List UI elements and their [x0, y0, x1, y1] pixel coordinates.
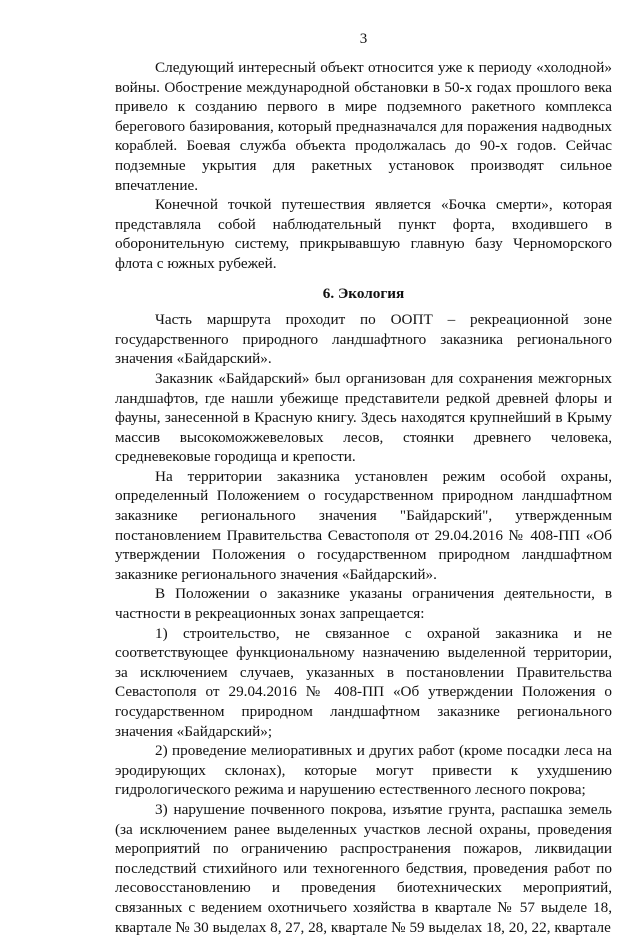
paragraph-reserve-description: Заказник «Байдарский» был организован для сохранения межгорных ландшафтов, где нашли убежище представители редкой древней флоры и фауны, занесенной в Красную книгу. Здесь находятся крупнейший в Крыму массив высокоможжевеловых лесов, стоянки древнего человека, средневековые городища и крепости.	[115, 369, 612, 466]
list-item-construction: 1) строительство, не связанное с охраной заказника и не соответствующее функциональному назначению выделенной территории, за исключением случаев, указанных в постановлении Правительства Севастополя от 29.04.2016 № 408-ПП «Об утверждении Положения о государственном природном ландшафтном заказнике регионального значения «Байдарский»;	[115, 624, 612, 740]
page-number: 3	[359, 31, 368, 47]
paragraph-barrel-of-death: Конечной точкой путешествия является «Бочка смерти», которая представляла собой наблюдательный пункт форта, входившего в оборонительную систему, прикрывавшую главную базу Черноморского флота с южных рубежей.	[115, 196, 612, 272]
paragraph-cold-war-complex: Следующий интересный объект относится уже к периоду «холодной» войны. Обострение международной обстановки в 50-х годах прошлого века привело к созданию первого в мире подземного ракетного комплекса берегового базирования, который предназначался для поражения надводных кораблей. Боевая служба объекта продолжалась до 90-х годов. Сейчас подземные укрытия для ракетных установок производят сильное впечатление.	[115, 59, 612, 194]
paragraph-protection-regime: На территории заказника установлен режим особой охраны, определенный Положением о государственном природном ландшафтном заказнике регионального значения "Байдарский", утвержденным постановлением Правительства Севастополя от 29.04.2016 № 408-ПП «Об утверждении Положения о государственном природном ландшафтном заказнике регионального значения «Байдарский».	[115, 467, 612, 583]
paragraph-restrictions-intro: В Положении о заказнике указаны ограничения деятельности, в частности в рекреационных зонах запрещается:	[115, 585, 612, 623]
list-item-soil-disturbance: 3) нарушение почвенного покрова, изъятие грунта, распашка земель (за исключением ранее выделенных участков лесной охраны, проведения мероприятий по ограничению распространения пожаров, ликвидации последствий стихийного или техногенного бедствия, проведения работ по лесовосстановлению и проведения биотехнических мероприятий, связанных с ведением охотничьего хозяйства в квартале № 57 выделе 18, квартале № 30 выделах 8, 27, 28, квартале № 59 выделах 18, 20, 22, квартале	[115, 800, 612, 936]
paragraph-route-oopt: Часть маршрута проходит по ООПТ – рекреационной зоне государственного природного ландшафтного заказника регионального значения «Байдарский».	[115, 311, 612, 368]
section-heading-ecology: 6. Экология	[322, 284, 405, 302]
list-item-melioration: 2) проведение мелиоративных и других работ (кроме посадки леса на эродирующих склонах), которые могут привести к ухудшению гидрологического режима и нарушению естественного лесного покрова;	[115, 742, 612, 799]
